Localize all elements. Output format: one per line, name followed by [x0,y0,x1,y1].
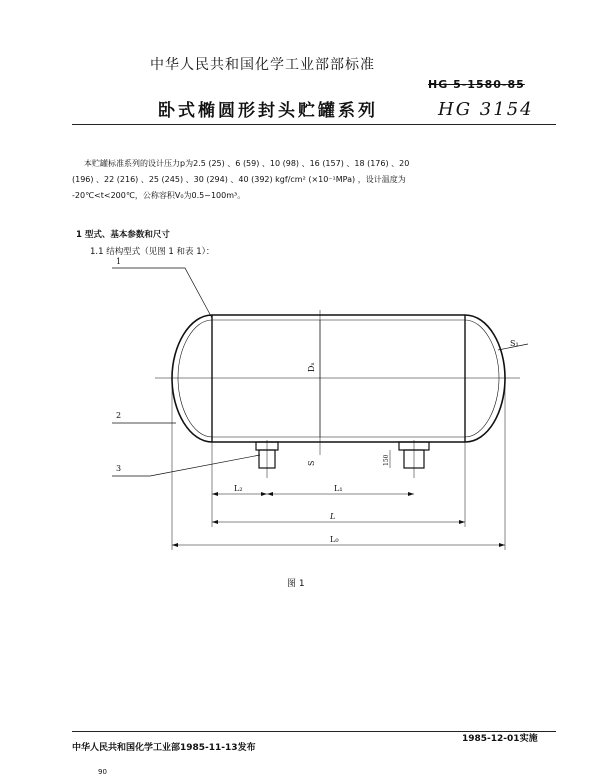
leader-3 [112,455,260,476]
extension-lines [172,380,505,550]
old-standard-code: HG 5-1580-85 [428,78,525,91]
intro-line-2: (196) 、22 (216) 、25 (245) 、30 (294) 、40 (392) kgf/cm² (×10⁻¹MPa) ，设计温度为 [72,175,406,184]
right-nozzle [399,440,429,478]
leader-1 [112,268,212,318]
page-number: 90 [98,768,107,776]
label-l1: L₁ [334,484,343,493]
label-s1: S₁ [510,339,519,348]
tank-drawing [0,255,600,555]
label-l: L [330,512,336,521]
document-title: 卧式椭圆形封头贮罐系列 [158,101,378,121]
section-1-1-heading: 1.1 结构型式（见图 1 和表 1）： [90,247,215,257]
label-l0: L₀ [330,535,339,544]
tank-outline [172,315,505,442]
ministry-header: 中华人民共和国化学工业部部标准 [150,57,375,73]
issue-info: 中华人民共和国化学工业部1985-11-13发布 [72,743,256,753]
intro-line-3: -20℃<t<200℃，公称容积V₀为0.5~100m³。 [72,191,246,200]
label-s: S [307,460,316,466]
callout-3: 3 [116,464,122,473]
callout-2: 2 [116,411,122,420]
section-1-heading: 1 型式、基本参数和尺寸 [76,230,170,240]
label-l2: L₂ [234,484,243,493]
figure-caption: 图 1 [287,579,305,589]
label-150: 150 [383,454,390,466]
callout-1: 1 [116,257,122,266]
intro-line-1: 本贮罐标准系列的设计压力p为2.5 (25) 、6 (59) 、10 (98) 、16 (157) 、18 (176) 、20 [84,159,410,168]
label-dn: Dₙ [307,362,316,372]
effective-date: 1985-12-01实施 [462,734,538,744]
left-nozzle [256,440,278,478]
new-standard-code: HG 3154 [438,99,534,120]
header-rule [72,124,556,125]
tank-inner-line [178,320,499,437]
